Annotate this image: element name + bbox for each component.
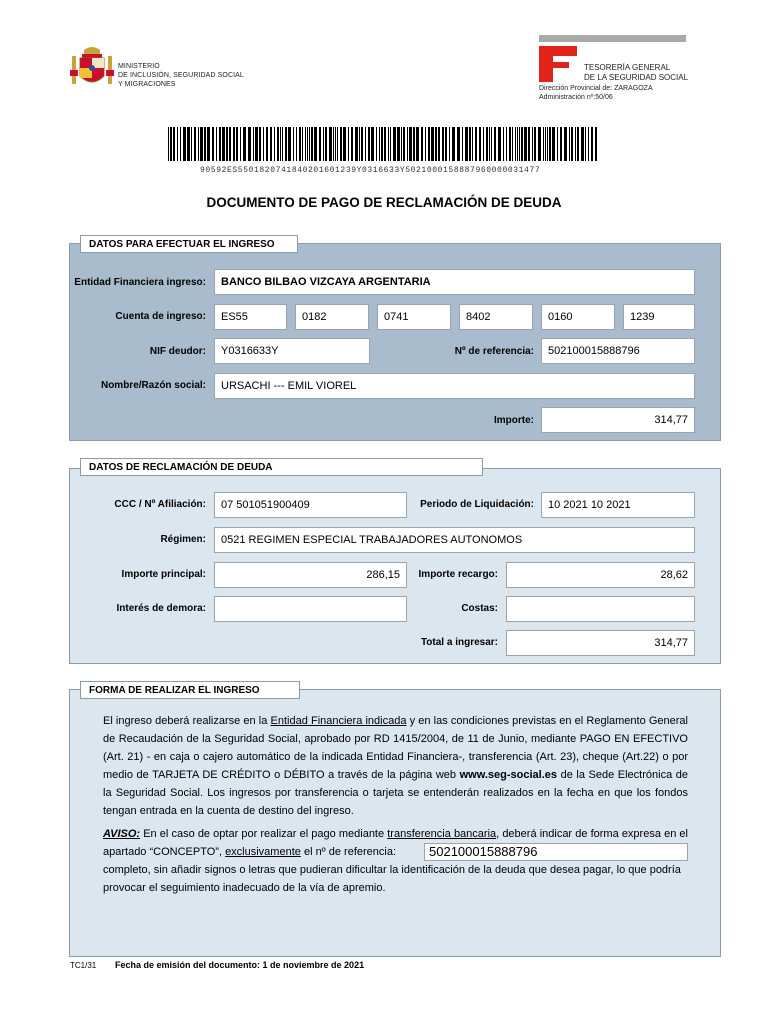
surcharge-field: 28,62 — [506, 562, 695, 588]
principal-field: 286,15 — [214, 562, 407, 588]
tgss-line: DE LA SEGURIDAD SOCIAL — [584, 73, 689, 82]
nif-label: NIF deudor: — [149, 346, 206, 357]
aviso-label: AVISO: — [103, 828, 141, 840]
aviso-text: En el caso de optar por realizar el pago mediante — [140, 828, 388, 840]
spain-coat-of-arms-icon — [70, 44, 114, 92]
account-part-field: 1239 — [623, 304, 695, 330]
tgss-header-bar — [539, 35, 686, 42]
entity-field: BANCO BILBAO VIZCAYA ARGENTARIA — [214, 269, 695, 295]
period-label: Periodo de Liquidación: — [420, 499, 534, 510]
barcode-number: 90592ES5501820741840201601239Y0316633Y5021000158887960000031477 — [200, 166, 541, 175]
interest-label: Interés de demora: — [116, 603, 206, 614]
name-label: Nombre/Razón social: — [100, 380, 206, 391]
seg-social-url[interactable]: www.seg-social.es — [459, 769, 558, 781]
ccc-label: CCC / Nº Afiliación: — [114, 499, 206, 510]
account-part-field: 0182 — [295, 304, 369, 330]
amount-label: Importe: — [494, 415, 534, 426]
reference-label: Nº de referencia: — [454, 346, 534, 357]
exclusively-text: exclusivamente — [225, 846, 301, 858]
payment-instructions — [103, 712, 688, 820]
aviso-text: el nº de referencia: — [300, 846, 397, 858]
costs-field — [506, 596, 695, 622]
instructions-text: El ingreso deberá realizarse en la — [103, 715, 271, 727]
tgss-name — [584, 63, 688, 83]
tgss-logo-icon — [539, 46, 577, 82]
aviso-text: , deberá indicar de forma expresa en el apartado “CONCEPTO”, — [103, 828, 688, 858]
instructions-text: y en las condiciones previstas en el Reglamento General de Recaudación de la Seguridad Social, aprobado por RD 1415/2004, de 11 de Junio, mediante PAGO EN EFECTIVO (Art. 21) - en caja o cajero automático de la indicada Entidad Financiera-, transferencia (Art. 23), cheque (Art.22) o por medio de TARJETA DE CRÉDITO o DÉBITO a través de la página web — [103, 715, 688, 781]
principal-label: Importe principal: — [121, 569, 206, 580]
regime-field: 0521 REGIMEN ESPECIAL TRABAJADORES AUTONOMOS — [214, 527, 695, 553]
provincial-value: ZARAGOZA — [614, 85, 653, 92]
ministry-name — [118, 62, 244, 89]
account-part-field: 0741 — [377, 304, 451, 330]
regime-label: Régimen: — [160, 534, 206, 545]
account-label: Cuenta de ingreso: — [115, 311, 206, 322]
entity-link-text: Entidad Financiera indicada — [270, 715, 407, 727]
entity-label: Entidad Financiera ingreso: — [74, 277, 206, 288]
ministry-line: DE INCLUSIÓN, SEGURIDAD SOCIAL — [118, 72, 244, 79]
costs-label: Costas: — [461, 603, 498, 614]
surcharge-label: Importe recargo: — [418, 569, 498, 580]
total-field: 314,77 — [506, 630, 695, 656]
account-part-field: 0160 — [541, 304, 615, 330]
nif-field: Y0316633Y — [214, 338, 370, 364]
period-field: 10 2021 10 2021 — [541, 492, 695, 518]
transfer-text: transferencia bancaria — [387, 828, 497, 840]
form-code: TC1/31 — [70, 961, 97, 970]
interest-field — [214, 596, 407, 622]
instructions-text: de la Sede Electrónica de la Seguridad Social. Los ingresos por transferencia o tarjeta se entenderán realizados en la fecha en que los fondos tengan entrada en la cuenta de destino del ingreso. — [103, 769, 688, 817]
provincial-direction — [539, 84, 653, 93]
name-field: URSACHI --- EMIL VIOREL — [214, 373, 695, 399]
reference-field: 502100015888796 — [541, 338, 695, 364]
total-label: Total a ingresar: — [420, 637, 498, 648]
provincial-label: Dirección Provincial de: — [539, 85, 613, 92]
document-title: DOCUMENTO DE PAGO DE RECLAMACIÓN DE DEUDA — [206, 195, 562, 210]
tgss-line: TESORERÍA GENERAL — [584, 63, 671, 72]
ministry-line: MINISTERIO — [118, 63, 160, 70]
administration-number: Administración nº:50/06 — [539, 94, 613, 101]
issue-date: Fecha de emisión del documento: 1 de noviembre de 2021 — [115, 960, 365, 970]
account-part-field: 8402 — [459, 304, 533, 330]
aviso-reference-field: 502100015888796 — [424, 843, 688, 861]
account-part-field: ES55 — [214, 304, 287, 330]
claim-data-tab: DATOS DE RECLAMACIÓN DE DEUDA — [80, 458, 483, 476]
aviso-continuation: completo, sin añadir signos o letras que pudieran dificultar la identificación de la deuda que desea pagar, lo que podría provocar el seguimiento inadecuado de la vía de apremio. — [103, 864, 681, 894]
amount-field: 314,77 — [541, 407, 695, 433]
ministry-line: Y MIGRACIONES — [118, 81, 176, 88]
payment-method-tab: FORMA DE REALIZAR EL INGRESO — [80, 681, 300, 699]
ccc-field: 07 501051900409 — [214, 492, 407, 518]
payment-data-tab: DATOS PARA EFECTUAR EL INGRESO — [80, 235, 298, 253]
barcode — [168, 127, 601, 161]
